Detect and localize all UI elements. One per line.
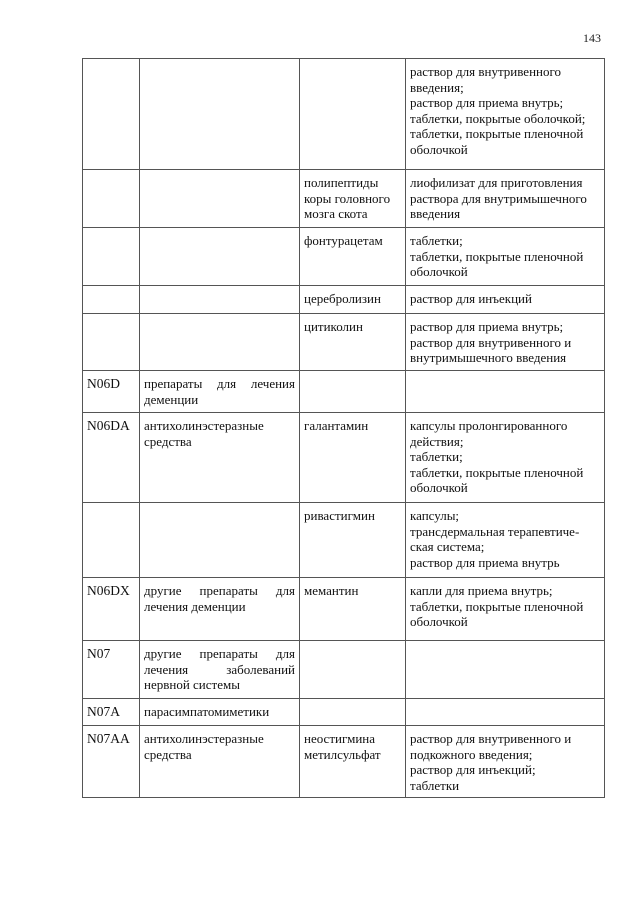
dosage-form: раствор для внутривенного и внутримышечного введения — [410, 334, 572, 365]
dosage-form: таблетки, покрытые оболочкой; — [410, 110, 586, 126]
group-name-cell — [140, 59, 300, 170]
atc-code-cell: N06D — [83, 371, 140, 413]
atc-code-cell: N07AA — [83, 726, 140, 798]
group-name-cell: другие препараты для лечения деменции — [140, 578, 300, 641]
table-row — [83, 503, 605, 578]
dosage-form: таблетки; — [410, 233, 463, 248]
group-name-cell: другие препараты для лечения заболеваний нервной системы — [140, 641, 300, 699]
dosage-form: таблетки; — [410, 449, 463, 464]
group-name-cell: препараты для лечения деменции — [140, 371, 300, 413]
drug-table — [82, 58, 605, 798]
dosage-form: лиофилизат для приготовления раствора для внутримышечного введения — [410, 175, 587, 221]
drug-name-cell: мемантин — [300, 578, 406, 641]
drug-name-cell: неостигмина метилсульфат — [300, 726, 406, 798]
dosage-form: таблетки — [410, 777, 460, 793]
atc-code-cell: N07 — [83, 641, 140, 699]
dosage-form: раствор для инъекций — [410, 291, 532, 306]
dosage-form: раствор для внутривенного введения; — [410, 64, 561, 95]
dosage-forms-cell — [406, 286, 605, 314]
table-row — [83, 286, 605, 314]
drug-name-cell: фонтурацетам — [300, 228, 406, 286]
dosage-form: трансдермальная терапевтиче-ская система; — [410, 523, 580, 554]
group-name-cell: парасимпатомиметики — [140, 699, 300, 726]
dosage-forms-cell — [406, 641, 605, 699]
dosage-forms-cell — [406, 314, 605, 371]
dosage-forms-cell — [406, 503, 605, 578]
group-name-cell: антихолинэстеразные средства — [140, 726, 300, 798]
dosage-form: таблетки, покрытые пленочной оболочкой — [410, 598, 584, 629]
table-row — [83, 228, 605, 286]
group-name-cell — [140, 228, 300, 286]
dosage-form: капли для приема внутрь; — [410, 583, 553, 598]
dosage-form: раствор для приема внутрь; — [410, 95, 564, 110]
table-row — [83, 314, 605, 371]
dosage-forms-cell — [406, 170, 605, 228]
dosage-form: раствор для инъекций; — [410, 762, 536, 777]
dosage-form: раствор для приема внутрь; — [410, 319, 564, 334]
dosage-form: раствор для приема внутрь — [410, 554, 560, 570]
atc-code-cell: N07A — [83, 699, 140, 726]
drug-name-cell — [300, 699, 406, 726]
drug-name-cell: церебролизин — [300, 286, 406, 314]
drug-name-cell — [300, 641, 406, 699]
table-row — [83, 578, 605, 641]
atc-code-cell: N06DX — [83, 578, 140, 641]
dosage-form: капсулы пролонгированного действия; — [410, 418, 568, 449]
table-row — [83, 641, 605, 699]
dosage-forms-cell — [406, 699, 605, 726]
drug-name-cell: цитиколин — [300, 314, 406, 371]
dosage-form: таблетки, покрытые пленочной оболочкой — [410, 464, 584, 495]
group-name-cell — [140, 170, 300, 228]
group-name-cell — [140, 503, 300, 578]
drug-name-cell — [300, 59, 406, 170]
page-number: 143 — [583, 31, 601, 45]
drug-name-cell: галантамин — [300, 413, 406, 503]
dosage-forms-cell — [406, 413, 605, 503]
dosage-form: таблетки, покрытые пленочной оболочкой — [410, 126, 584, 157]
group-name-cell — [140, 314, 300, 371]
dosage-forms-cell — [406, 59, 605, 170]
atc-code-cell — [83, 59, 140, 170]
atc-code-cell — [83, 503, 140, 578]
atc-code-cell — [83, 314, 140, 371]
atc-code-cell — [83, 228, 140, 286]
table-row — [83, 726, 605, 798]
atc-code-cell: N06DA — [83, 413, 140, 503]
table-row — [83, 59, 605, 170]
table-row — [83, 170, 605, 228]
dosage-forms-cell — [406, 228, 605, 286]
dosage-forms-cell — [406, 726, 605, 798]
dosage-form: таблетки, покрытые пленочной оболочкой — [410, 248, 584, 279]
dosage-forms-cell — [406, 371, 605, 413]
table-row — [83, 413, 605, 503]
dosage-forms-cell — [406, 578, 605, 641]
drug-name-cell: ривастигмин — [300, 503, 406, 578]
atc-code-cell — [83, 286, 140, 314]
group-name-cell — [140, 286, 300, 314]
dosage-form: раствор для внутривенного и подкожного введения; — [410, 731, 572, 762]
drug-name-cell: полипептиды коры головного мозга скота — [300, 170, 406, 228]
group-name-cell: антихолинэстеразные средства — [140, 413, 300, 503]
table-row — [83, 699, 605, 726]
atc-code-cell — [83, 170, 140, 228]
table-body — [83, 59, 605, 798]
drug-name-cell — [300, 371, 406, 413]
dosage-form: капсулы; — [410, 508, 460, 523]
table-row — [83, 371, 605, 413]
